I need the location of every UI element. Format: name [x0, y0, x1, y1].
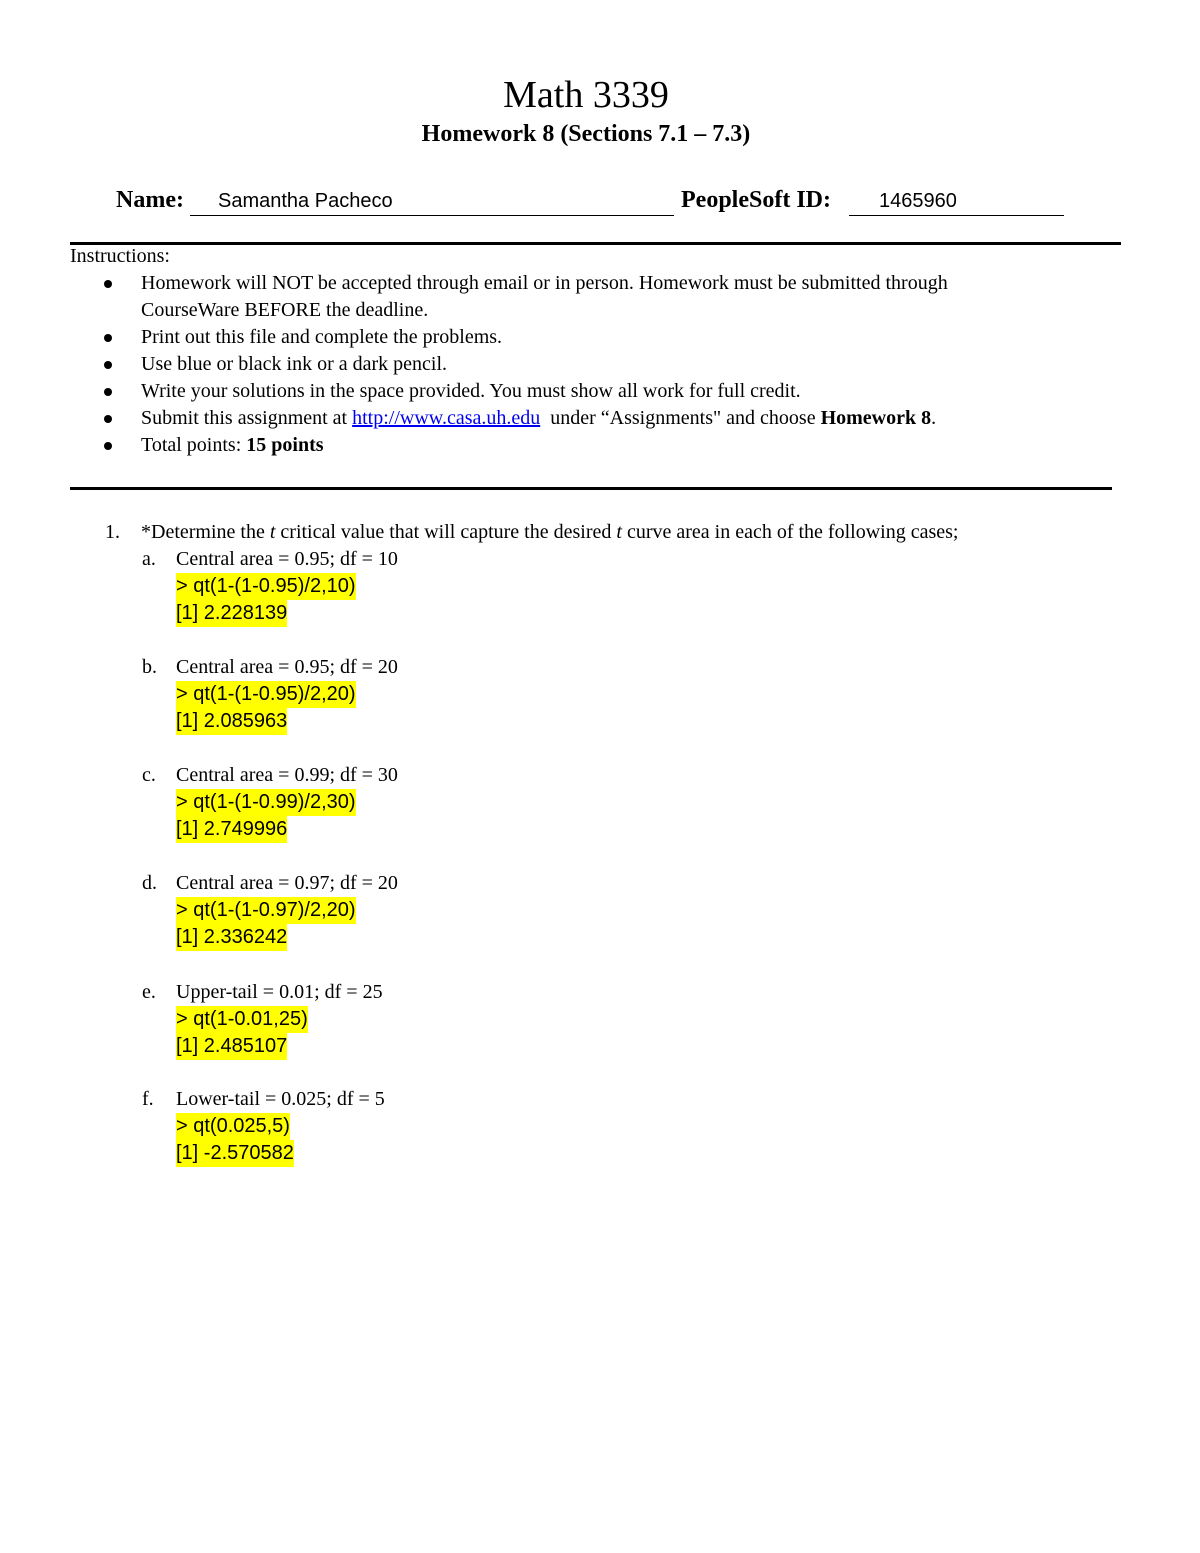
- page-subtitle: Homework 8 (Sections 7.1 – 7.3): [421, 121, 751, 147]
- list-item: Write your solutions in the space provided. You must show all work for full credit.: [70, 378, 1130, 405]
- r-result: [1] -2.570582: [176, 1140, 294, 1167]
- part-prompt: Central area = 0.99; df = 30: [176, 764, 398, 786]
- r-code: > qt(1-(1-0.95)/2,20): [176, 681, 356, 708]
- bullet-icon: [104, 415, 112, 423]
- problem-number: 1.: [105, 521, 120, 543]
- part-letter: f.: [142, 1088, 154, 1110]
- instructions-heading: Instructions:: [70, 245, 170, 267]
- r-code: > qt(1-0.01,25): [176, 1006, 308, 1033]
- casa-link[interactable]: http://www.casa.uh.edu: [352, 407, 541, 429]
- bullet-icon: [104, 442, 112, 450]
- bullet-icon: [104, 388, 112, 396]
- r-result: [1] 2.336242: [176, 924, 287, 951]
- peoplesoft-id-field-line: [849, 215, 1064, 216]
- bullet-icon: [104, 361, 112, 369]
- name-field-line: [190, 215, 674, 216]
- part-letter: c.: [142, 764, 156, 786]
- part-prompt: Central area = 0.97; df = 20: [176, 872, 398, 894]
- list-item: Print out this file and complete the problems.: [70, 324, 1130, 351]
- part-letter: b.: [142, 656, 157, 678]
- r-code: > qt(1-(1-0.97)/2,20): [176, 897, 356, 924]
- name-field[interactable]: Samantha Pacheco: [218, 190, 393, 212]
- r-code: > qt(1-(1-0.95)/2,10): [176, 573, 356, 600]
- r-result: [1] 2.085963: [176, 708, 287, 735]
- name-label: Name:: [116, 187, 184, 213]
- list-item: Total points: 15 points: [70, 432, 1130, 459]
- bottom-divider: [70, 487, 1112, 490]
- r-result: [1] 2.749996: [176, 816, 287, 843]
- problem-text: *Determine the t critical value that will capture the desired t curve area in each of the following cases;: [141, 521, 959, 543]
- bullet-icon: [104, 334, 112, 342]
- instructions-section: [70, 243, 1130, 459]
- instructions-list: [70, 270, 1130, 459]
- part-prompt: Lower-tail = 0.025; df = 5: [176, 1088, 385, 1110]
- part-prompt: Central area = 0.95; df = 20: [176, 656, 398, 678]
- list-item: Submit this assignment at http://www.casa.uh.edu under “Assignments" and choose Homework 8.: [70, 405, 1130, 432]
- r-code: > qt(1-(1-0.99)/2,30): [176, 789, 356, 816]
- r-result: [1] 2.228139: [176, 600, 287, 627]
- page-title: Math 3339: [503, 74, 669, 116]
- part-prompt: Central area = 0.95; df = 10: [176, 548, 398, 570]
- peoplesoft-id-field[interactable]: 1465960: [879, 190, 957, 212]
- list-item: Homework will NOT be accepted through email or in person. Homework must be submitted through CourseWare BEFORE the deadline.: [70, 270, 1130, 324]
- part-letter: a.: [142, 548, 156, 570]
- part-letter: e.: [142, 981, 156, 1003]
- part-prompt: Upper-tail = 0.01; df = 25: [176, 981, 383, 1003]
- list-item: Use blue or black ink or a dark pencil.: [70, 351, 1130, 378]
- r-result: [1] 2.485107: [176, 1033, 287, 1060]
- r-code: > qt(0.025,5): [176, 1113, 290, 1140]
- bullet-icon: [104, 280, 112, 288]
- part-letter: d.: [142, 872, 157, 894]
- peoplesoft-id-label: PeopleSoft ID:: [681, 187, 831, 213]
